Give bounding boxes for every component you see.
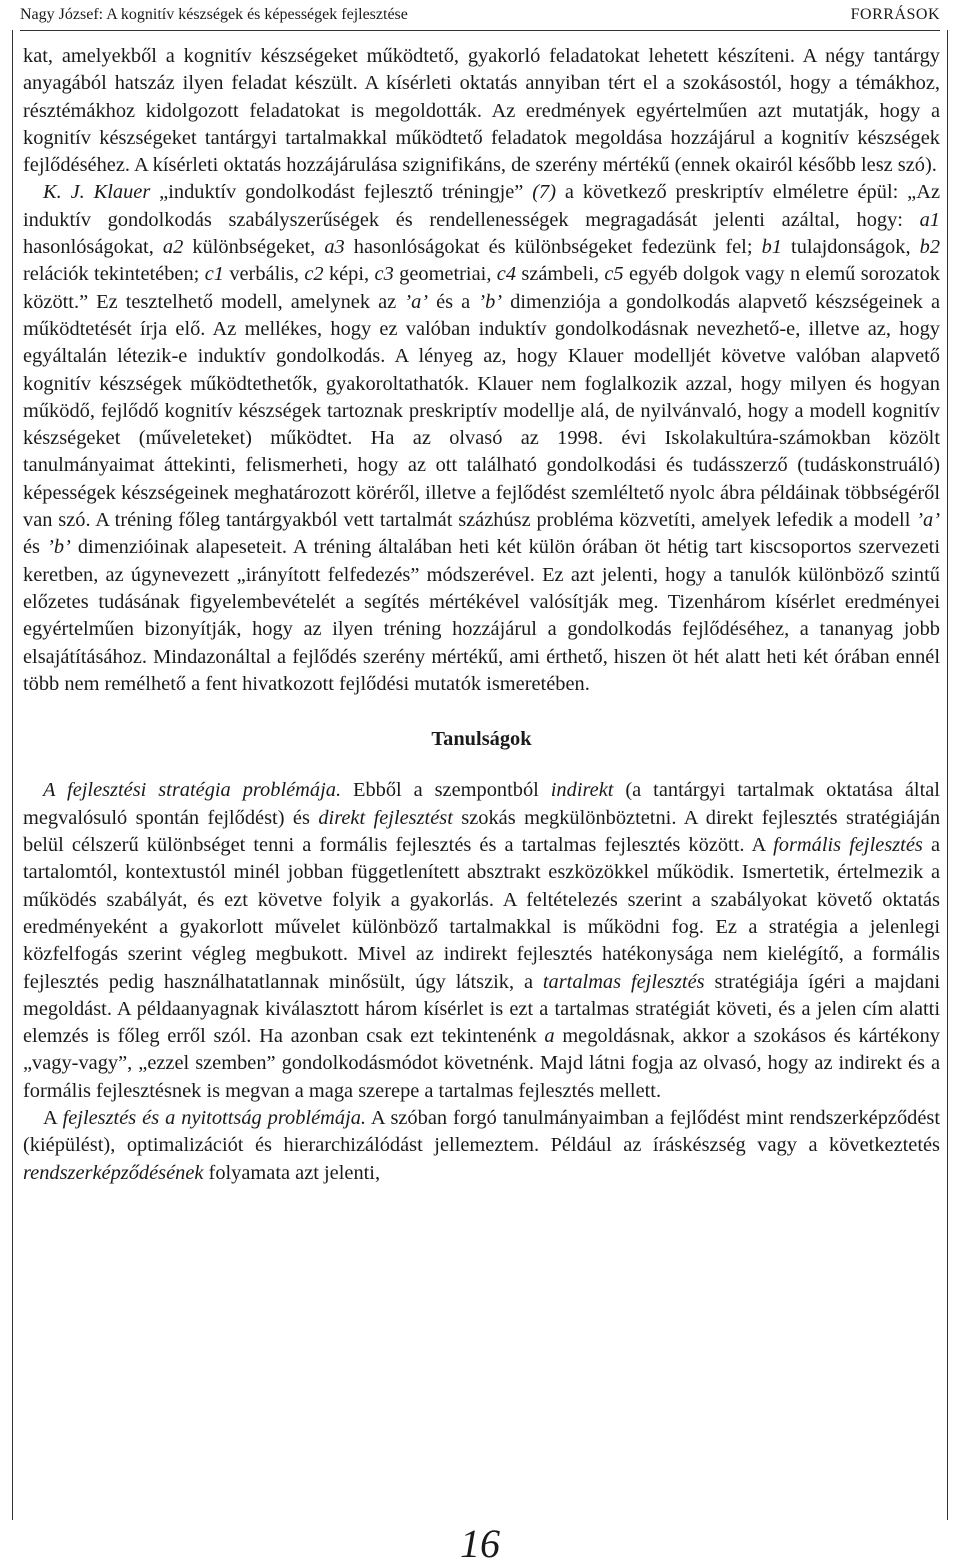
page-number: 16 <box>460 1521 500 1566</box>
italic-span: K. J. Klauer <box>43 181 160 204</box>
italic-span: ’a’ <box>404 290 429 313</box>
italic-span: indirekt <box>550 779 614 802</box>
italic-span: a <box>544 1025 555 1048</box>
text-span: számbeli, <box>516 263 605 286</box>
italic-span: ’a’ <box>916 509 940 532</box>
text-span: A <box>43 1106 63 1129</box>
italic-span: formális fejlesztés <box>773 834 923 857</box>
text-span: és <box>23 536 48 559</box>
italic-span: rendszerképződésének <box>23 1161 204 1184</box>
italic-span: ’b’ <box>478 290 503 313</box>
italic-span: c3 <box>374 263 394 286</box>
text-span: tulajdonságok, <box>781 236 920 259</box>
text-span: geometriai, <box>393 263 497 286</box>
text-span: „induktív gondolkodást fejlesztő tréningje” <box>159 181 533 204</box>
text-span: (a tantárgyi tartalmak oktatása által megvalósuló spontán fejlődést) és <box>23 779 940 829</box>
italic-span: direkt fejlesztést <box>318 806 453 829</box>
italic-span: c5 <box>604 263 624 286</box>
text-span: A szóban forgó tanulmányaimban a fejlődést mint rendszerképződést (kiépülést), optimalizációt és hierarchizálódást jellemeztem. Például az íráskészség vagy a következtetés <box>23 1106 940 1157</box>
right-rule <box>947 30 948 1520</box>
italic-span: ’b’ <box>47 536 71 559</box>
header-title: Nagy József: A kognitív készségek és képességek fejlesztése <box>20 6 408 23</box>
text-span: folyamata azt jelenti, <box>203 1161 381 1184</box>
header-section: FORRÁSOK <box>850 6 940 23</box>
italic-span: b2 <box>919 236 941 259</box>
italic-span: c1 <box>204 263 224 286</box>
italic-span: A fejlesztési stratégia problémája. <box>43 779 342 802</box>
italic-span: a3 <box>324 236 345 259</box>
text-span: relációk tekintetében; <box>23 263 205 286</box>
italic-span: a1 <box>919 208 940 231</box>
article-body <box>23 43 940 1187</box>
paragraph <box>23 777 940 1105</box>
italic-span: fejlesztés és a nyitottság problémája. <box>62 1106 367 1129</box>
paragraph <box>23 1105 940 1187</box>
running-header <box>20 4 940 31</box>
text-span: Ebből a szempontból <box>341 779 551 802</box>
text-span: képi, <box>323 263 375 286</box>
text-span: különbségeket, <box>183 236 325 259</box>
text-span: dimenziója a gondolkodás alapvető készségeinek a működtetését írja elő. Az mellékes, hogy ez valóban induktív gondolkodásnak nevezhető-e, illetve az, hogy egyáltalán létezik-e induktív gondolkodás. A lényeg az, hogy Klauer modelljét követve valóban alapvető kognitív készségek működtethetők, gyakoroltathatók. Klauer nem foglalkozik azzal, hogy milyen és hogyan működő, fejlődő kognitív készségek tartoznak preskriptív modellje alá, de nyilvánvaló, hogy a modell kognitív készségeket (műveleteket) működtet. Ha az olvasó az 1998. évi Iskolakultúra-számokban közölt tanulmányaimat áttekinti, felismerheti, hogy az ott található gondolkodási és tudásszerző (tudáskonstruáló) képességek készségeinek meghatározott köréről, illetve a fejlődést szemléltető nyolc ábra példáinak többségéről van szó. A tréning főleg tantárgyakból vett tartalmát százhúsz probléma közvetíti, amelyek lefedik a modell <box>23 290 940 532</box>
text-span: egyéb dolgok vagy n elemű sorozatok között.” Ez tesztelhető modell, amelynek az <box>23 263 941 313</box>
text-span: verbális, <box>223 263 305 286</box>
text-span: a következő preskriptív elméletre épül: „Az induktív gondolkodás szabályszerűségek és rendellenességek megragadását jelenti azáltal, hogy: <box>23 181 940 231</box>
italic-span: tartalmas fejlesztés <box>542 970 705 993</box>
text-span: megoldásnak, akkor a szokásos és kártékony „vagy-vagy”, „ezzel szemben” gondolkodásmódot követnénk. Majd látni fogja az olvasó, hogy az indirekt és a formális fejlesztésnek is megvan a maga szerepe a tartalmas fejlesztés mellett. <box>23 1025 940 1102</box>
paragraph <box>23 179 940 698</box>
left-rule <box>12 30 13 1520</box>
text-span: stratégiája ígéri a majdani megoldást. A példaanyagnak kiválasztott három kísérlet is ezt a tartalmas stratégiát követi, és a jelen cím alatti elemzés is főleg erről szól. Ha azonban csak ezt tekintenénk <box>23 970 940 1048</box>
paragraph: kat, amelyekből a kognitív készségeket működtető, gyakorló feladatokat lehetett készíteni. A négy tantárgy anyagából hatszáz ilyen feladat készült. A kísérleti oktatás annyiban tért el a szokásostól, hogy a témákhoz, résztémákhoz kidolgozott feladatokat is megoldották. Az eredmények egyértelműen azt mutatják, hogy a kognitív készségeket tantárgyi tartalmakkal működtető feladatok megoldása hozzájárul a kognitív készségek fejlődéséhez. A kísérleti oktatás hozzájárulása szignifikáns, de szerény mértékű (ennek okairól később lesz szó). <box>23 45 940 177</box>
text-span: hasonlóságokat, <box>23 236 163 259</box>
italic-span: c4 <box>496 263 517 286</box>
text-span: szokás megkülönböztetni. A direkt fejlesztés stratégiáján belül célszerű különbséget tenni a formális fejlesztés és a tartalmas fejlesztés között. A <box>23 806 941 857</box>
text-span: és a <box>428 290 479 313</box>
italic-span: b1 <box>761 236 782 259</box>
text-span: dimenzióinak alapeseteit. A tréning általában heti két külön órában öt hétig tart kiscsoportos szervezeti keretben, az úgynevezett „irányított felfedezés” módszerével. Ez azt jelenti, hogy a tanulók különböző szintű előzetes tudásának figyelembevételét a segítés mértékével valósítják meg. Tizenhárom kísérlet eredményei egyértelműen bizonyítják, hogy az ilyen tréning hozzájárul a gondolkodás fejlődéséhez, a tananyag jobb elsajátításához. Mindazonáltal a fejlődés szerény mértékű, ami érthető, hiszen öt hét alatt heti két órában ennél több nem remélhető a fent hivatkozott fejlődési mutatók ismeretében. <box>23 536 940 695</box>
text-span: hasonlóságokat és különbségeket fedezünk fel; <box>344 236 762 259</box>
italic-span: (7) <box>532 181 557 204</box>
section-heading: Tanulságok <box>431 728 532 751</box>
italic-span: a2 <box>162 236 184 259</box>
italic-span: c2 <box>304 263 324 286</box>
text-span: a tartalomtól, kontextustól minél jobban függetlenített absztrakt eszközökkel működik. Ismertetik, értelmezik a működés szabályát, és ezt követve folyik a gyakorlás. A feltételezés szerint a szabályokat követő oktatás eredményeként a gyakorlott művelet különböző tartalmakkal is működni fog. Ez a stratégia a jelenlegi közfelfogás szerint végleg megbukott. Mivel az indirekt fejlesztés hatékonysága nem kielégítő, a formális fejlesztés pedig használhatatlannak minősült, úgy látszik, a <box>23 834 940 993</box>
